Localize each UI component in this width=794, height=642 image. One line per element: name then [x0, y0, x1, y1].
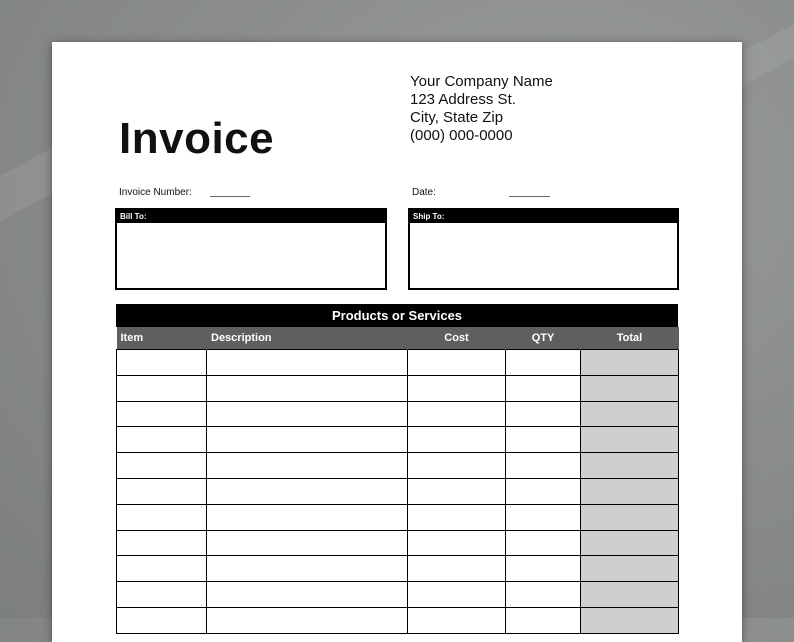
date-field[interactable] [509, 196, 550, 197]
cost-cell[interactable] [408, 427, 506, 453]
total-cell[interactable] [581, 582, 679, 608]
description-cell[interactable] [207, 556, 408, 582]
item-cell[interactable] [117, 556, 207, 582]
cost-cell[interactable] [408, 556, 506, 582]
total-cell[interactable] [581, 607, 679, 633]
invoice-number-label: Invoice Number: [119, 187, 192, 198]
ship-to-label: Ship To: [410, 210, 677, 223]
company-block [410, 73, 553, 145]
description-cell[interactable] [207, 582, 408, 608]
total-cell[interactable] [581, 375, 679, 401]
page-title: Invoice [119, 114, 275, 163]
description-cell[interactable] [207, 427, 408, 453]
description-cell[interactable] [207, 375, 408, 401]
table-row [117, 556, 679, 582]
table-header-row [117, 327, 679, 350]
products-table-title: Products or Services [116, 304, 678, 327]
qty-cell[interactable] [506, 504, 581, 530]
description-cell[interactable] [207, 401, 408, 427]
cost-cell[interactable] [408, 582, 506, 608]
table-row [117, 607, 679, 633]
qty-cell[interactable] [506, 582, 581, 608]
date-label: Date: [412, 187, 436, 198]
table-row [117, 401, 679, 427]
column-header-description: Description [207, 327, 408, 350]
column-header-cost: Cost [408, 327, 506, 350]
total-cell[interactable] [581, 350, 679, 376]
company-address: 123 Address St. [410, 91, 516, 108]
cost-cell[interactable] [408, 375, 506, 401]
table-row [117, 375, 679, 401]
description-cell[interactable] [207, 607, 408, 633]
cost-cell[interactable] [408, 530, 506, 556]
company-phone: (000) 000-0000 [410, 127, 513, 144]
cost-cell[interactable] [408, 478, 506, 504]
description-cell[interactable] [207, 530, 408, 556]
column-header-total: Total [581, 327, 679, 350]
item-cell[interactable] [117, 427, 207, 453]
qty-cell[interactable] [506, 478, 581, 504]
cost-cell[interactable] [408, 401, 506, 427]
item-cell[interactable] [117, 401, 207, 427]
cost-cell[interactable] [408, 504, 506, 530]
table-row [117, 504, 679, 530]
company-city: City, State Zip [410, 109, 504, 126]
column-header-qty: QTY [506, 327, 581, 350]
description-cell[interactable] [207, 504, 408, 530]
invoice-number-field[interactable] [210, 196, 250, 197]
products-grid [116, 327, 679, 634]
item-cell[interactable] [117, 350, 207, 376]
table-row [117, 350, 679, 376]
total-cell[interactable] [581, 478, 679, 504]
qty-cell[interactable] [506, 401, 581, 427]
description-cell[interactable] [207, 478, 408, 504]
cost-cell[interactable] [408, 453, 506, 479]
item-cell[interactable] [117, 375, 207, 401]
item-cell[interactable] [117, 504, 207, 530]
item-cell[interactable] [117, 530, 207, 556]
table-row [117, 427, 679, 453]
item-cell[interactable] [117, 453, 207, 479]
bill-to-label: Bill To: [117, 210, 385, 223]
description-cell[interactable] [207, 453, 408, 479]
item-cell[interactable] [117, 478, 207, 504]
table-row [117, 530, 679, 556]
qty-cell[interactable] [506, 607, 581, 633]
products-table [116, 304, 678, 634]
item-cell[interactable] [117, 582, 207, 608]
cost-cell[interactable] [408, 607, 506, 633]
total-cell[interactable] [581, 427, 679, 453]
table-body [117, 350, 679, 634]
table-row [117, 453, 679, 479]
qty-cell[interactable] [506, 350, 581, 376]
total-cell[interactable] [581, 401, 679, 427]
column-header-item: Item [117, 327, 207, 350]
description-cell[interactable] [207, 350, 408, 376]
total-cell[interactable] [581, 453, 679, 479]
qty-cell[interactable] [506, 453, 581, 479]
company-name: Your Company Name [410, 73, 553, 90]
item-cell[interactable] [117, 607, 207, 633]
invoice-page [52, 42, 742, 642]
qty-cell[interactable] [506, 556, 581, 582]
qty-cell[interactable] [506, 427, 581, 453]
total-cell[interactable] [581, 504, 679, 530]
ship-to-box[interactable] [408, 208, 679, 290]
table-row [117, 478, 679, 504]
total-cell[interactable] [581, 530, 679, 556]
cost-cell[interactable] [408, 350, 506, 376]
qty-cell[interactable] [506, 530, 581, 556]
qty-cell[interactable] [506, 375, 581, 401]
bill-to-box[interactable] [115, 208, 387, 290]
total-cell[interactable] [581, 556, 679, 582]
table-row [117, 582, 679, 608]
